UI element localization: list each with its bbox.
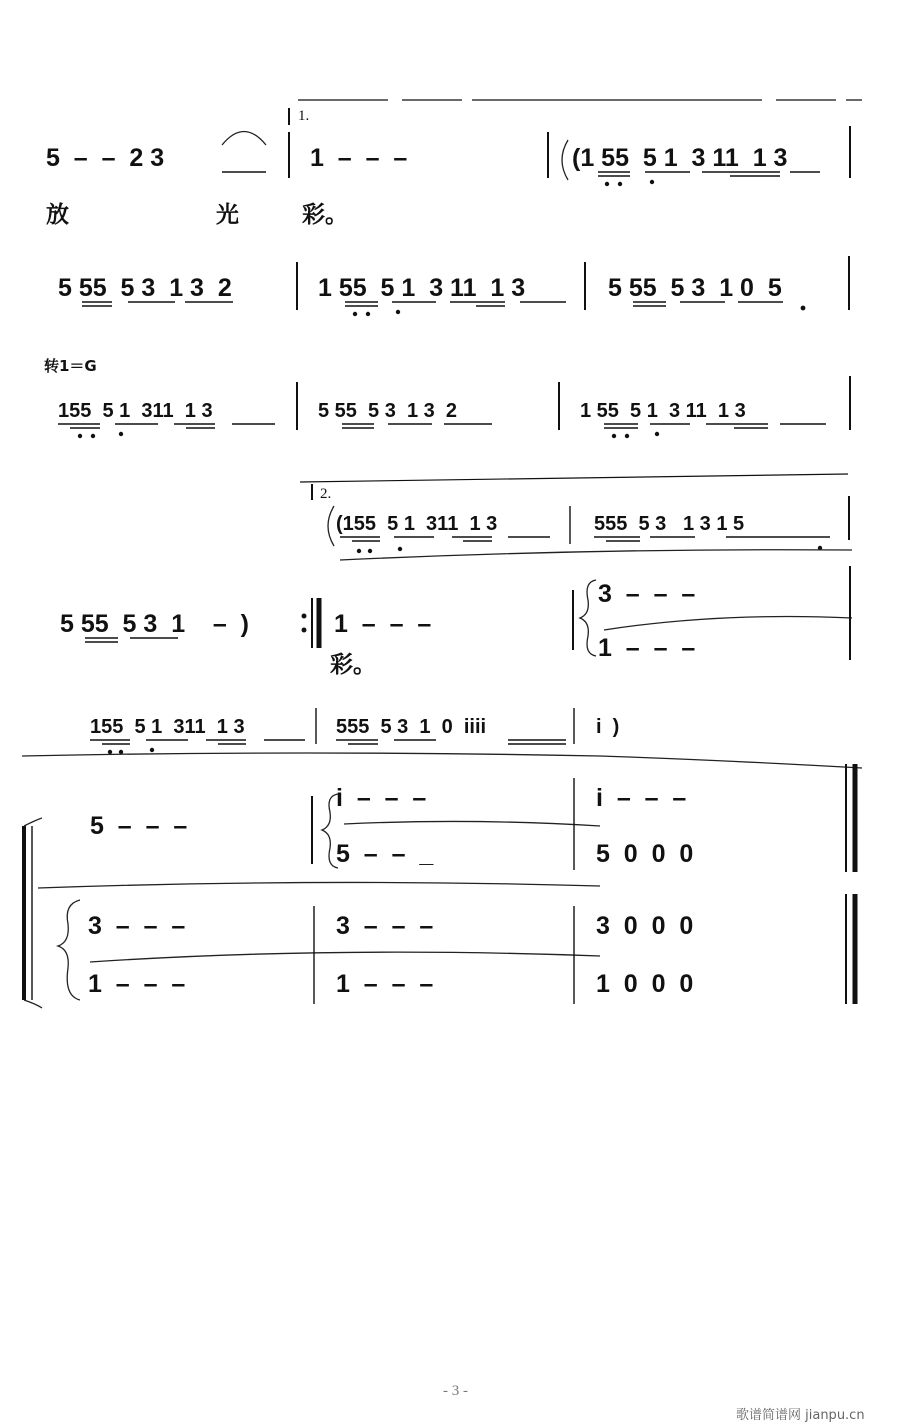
octave-dot xyxy=(150,748,154,752)
slur-23 xyxy=(222,132,266,146)
row8-measure3-lower: 1 0 0 0 xyxy=(596,970,694,998)
row8-measure3-upper: 3 0 0 0 xyxy=(596,912,694,940)
octave-dot xyxy=(612,434,616,438)
volta-2-label: 2. xyxy=(320,486,332,502)
octave-dot xyxy=(78,434,82,438)
row7-measure2-upper: i – – – xyxy=(336,784,427,812)
octave-dot xyxy=(366,312,370,316)
octave-dot xyxy=(119,750,123,754)
octave-dot xyxy=(655,432,659,436)
row7-measure1: 5 – – – xyxy=(90,812,188,840)
octave-dot xyxy=(357,549,361,553)
row8-measure2-lower: 1 – – – xyxy=(336,970,434,998)
octave-dot xyxy=(801,306,806,311)
octave-dot xyxy=(650,180,654,184)
row2-measure1: 5 55 5 3 1 3 2 xyxy=(58,274,232,302)
octave-dot xyxy=(398,547,402,551)
row3-measure1: 155 5 1 311 1 3 xyxy=(58,400,213,422)
paren-open xyxy=(328,506,334,546)
row3-measure2: 5 55 5 3 1 3 2 xyxy=(318,400,457,422)
page-number: - 3 - xyxy=(443,1383,468,1399)
volta-2-bracket xyxy=(300,474,848,482)
row1-measure1: 5 – – 2 3 xyxy=(46,144,165,172)
repeat-dot xyxy=(302,628,307,633)
brace xyxy=(58,900,80,1000)
system-line xyxy=(22,753,862,768)
row4-measure1: (155 5 1 311 1 3 xyxy=(336,513,498,535)
paren-open xyxy=(562,140,568,180)
octave-dot xyxy=(368,549,372,553)
tie-line xyxy=(38,882,600,888)
row3-measure3: 1 55 5 1 3 11 1 3 xyxy=(580,400,746,422)
row1-measure2: 1 – – – xyxy=(310,144,408,172)
octave-dot xyxy=(605,182,609,186)
row8-measure1-upper: 3 – – – xyxy=(88,912,186,940)
row7-measure3-upper: i – – – xyxy=(596,784,687,812)
watermark: 歌谱简谱网 jianpu.cn xyxy=(736,1408,865,1423)
row5-measure3-upper: 3 – – – xyxy=(598,580,696,608)
octave-dot xyxy=(119,432,123,436)
row2-measure3: 5 55 5 3 1 0 5 xyxy=(608,274,782,302)
key-change: 转1＝G xyxy=(44,357,97,375)
row6-measure3: i ) xyxy=(596,716,620,738)
row6-measure1: 155 5 1 311 1 3 xyxy=(90,716,245,738)
row2-measure2: 1 55 5 1 3 11 1 3 xyxy=(318,274,526,302)
lyric-cai: 彩。 xyxy=(302,202,348,228)
row5-measure3-lower: 1 – – – xyxy=(598,634,696,662)
row8-measure1-lower: 1 – – – xyxy=(88,970,186,998)
bracket-hook-top xyxy=(24,818,42,826)
lyric-fang: 放 xyxy=(46,202,69,228)
octave-dot xyxy=(108,750,112,754)
row7-measure2-lower: 5 – – _ xyxy=(336,840,434,868)
volta-1-label: 1. xyxy=(298,108,310,124)
row5-measure1: 5 55 5 3 1 – ) xyxy=(60,610,250,638)
row1-measure3: (1 55 5 1 3 11 1 3 xyxy=(572,144,788,172)
row8-measure2-upper: 3 – – – xyxy=(336,912,434,940)
lyric-cai-2: 彩。 xyxy=(330,652,376,678)
octave-dot xyxy=(618,182,622,186)
tie-line xyxy=(90,952,600,962)
row5-measure2: 1 – – – xyxy=(334,610,432,638)
row7-measure3-lower: 5 0 0 0 xyxy=(596,840,694,868)
phrase-line xyxy=(340,550,852,560)
octave-dot xyxy=(625,434,629,438)
row6-measure2: 555 5 3 1 0 iiii xyxy=(336,716,487,738)
brace xyxy=(580,580,596,656)
tie-line xyxy=(344,821,600,826)
repeat-dot xyxy=(302,614,307,619)
octave-dot xyxy=(91,434,95,438)
row4-measure2: 555 5 3 1 3 1 5 xyxy=(594,513,745,535)
octave-dot xyxy=(396,310,400,314)
octave-dot xyxy=(353,312,357,316)
lyric-guang: 光 xyxy=(216,202,239,228)
bracket-hook-bottom xyxy=(24,1000,42,1008)
tie-line xyxy=(604,617,852,631)
